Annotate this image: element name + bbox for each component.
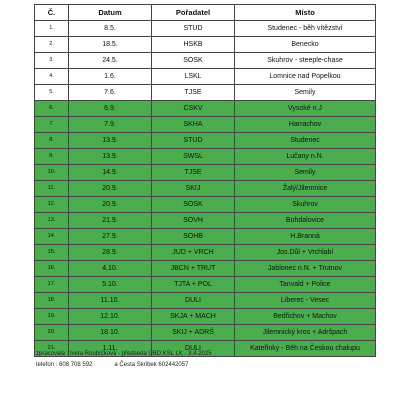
cell-number: 9.	[35, 149, 69, 165]
cell-place: Benecko	[235, 37, 376, 53]
cell-organizer: HSKB	[152, 37, 235, 53]
cell-place: Bohdalovice	[235, 213, 376, 229]
cell-organizer: CSKV	[152, 101, 235, 117]
cell-number: 2.	[35, 37, 69, 53]
cell-place: Liberec - Vesec	[235, 293, 376, 309]
cell-number: 4.	[35, 69, 69, 85]
table-row	[35, 53, 376, 69]
cell-place: H.Branná	[235, 229, 376, 245]
cell-place: Kateřinky - Běh na Českou chalupu	[235, 341, 376, 357]
cell-number: 6.	[35, 101, 69, 117]
footer-prepared-by: zpracovala : Iveta Roubíčková - předseda ÚBD KSL LK - 3.4.2025	[36, 351, 212, 357]
cell-date: 8.5.	[69, 21, 152, 37]
table-row	[35, 101, 376, 117]
table-row	[35, 21, 376, 37]
table-row	[35, 245, 376, 261]
table-row	[35, 69, 376, 85]
cell-number: 18.	[35, 293, 69, 309]
cell-organizer: TJSE	[152, 85, 235, 101]
cell-place: Studenec - běh vítězství	[235, 21, 376, 37]
cell-number: 11.	[35, 181, 69, 197]
table-row	[35, 277, 376, 293]
table-row	[35, 309, 376, 325]
table-row	[35, 293, 376, 309]
cell-place: Skuhrov	[235, 197, 376, 213]
cell-organizer: TJTA + POL	[152, 277, 235, 293]
cell-organizer: SKJA + MACH	[152, 309, 235, 325]
cell-date: 27.9.	[69, 229, 152, 245]
cell-date: 13.9.	[69, 149, 152, 165]
cell-place: Žalý/Jilemnice	[235, 181, 376, 197]
cell-date: 18.10.	[69, 325, 152, 341]
cell-date: 7.6.	[69, 85, 152, 101]
cell-number: 15.	[35, 245, 69, 261]
cell-date: 20.9.	[69, 197, 152, 213]
table-header-row	[35, 5, 376, 21]
cell-date: 28.9.	[69, 245, 152, 261]
cell-date: 4.10.	[69, 261, 152, 277]
cell-place: Bedřichov + Machov	[235, 309, 376, 325]
cell-date: 5.10.	[69, 277, 152, 293]
cell-place: Semily	[235, 85, 376, 101]
table-row	[35, 229, 376, 245]
schedule-sheet	[34, 4, 375, 357]
table-body	[35, 21, 376, 357]
header-date: Datum	[69, 5, 152, 21]
table-row	[35, 325, 376, 341]
cell-date: 13.9.	[69, 133, 152, 149]
cell-date: 21.9.	[69, 213, 152, 229]
cell-date: 12.10.	[69, 309, 152, 325]
table-row	[35, 261, 376, 277]
table-row	[35, 197, 376, 213]
cell-date: 1.11.	[69, 341, 152, 357]
cell-organizer: SKIJ	[152, 181, 235, 197]
cell-place: Studenec	[235, 133, 376, 149]
table-row	[35, 213, 376, 229]
cell-place: Skuhrov - steeple-chase	[235, 53, 376, 69]
cell-number: 19.	[35, 309, 69, 325]
cell-place: Jos.Důl + Vrchlabí	[235, 245, 376, 261]
cell-number: 3.	[35, 53, 69, 69]
cell-date: 24.5.	[69, 53, 152, 69]
table-row	[35, 165, 376, 181]
cell-number: 7.	[35, 117, 69, 133]
cell-place: Lomnice nad Popelkou	[235, 69, 376, 85]
table-row	[35, 117, 376, 133]
cell-number: 5.	[35, 85, 69, 101]
table-row	[35, 149, 376, 165]
schedule-table	[34, 4, 376, 357]
cell-place: Harrachov	[235, 117, 376, 133]
cell-organizer: SOHB	[152, 229, 235, 245]
footer-phone: telefon : 608 708 592	[36, 362, 93, 368]
cell-number: 17.	[35, 277, 69, 293]
cell-date: 11.10.	[69, 293, 152, 309]
cell-number: 16.	[35, 261, 69, 277]
cell-number: 1.	[35, 21, 69, 37]
table-row	[35, 85, 376, 101]
cell-organizer: SWSL	[152, 149, 235, 165]
cell-number: 20.	[35, 325, 69, 341]
cell-organizer: JUD + VRCH	[152, 245, 235, 261]
cell-organizer: STUD	[152, 133, 235, 149]
cell-organizer: SKHA	[152, 117, 235, 133]
header-organizer: Pořadatel	[152, 5, 235, 21]
footer-note	[36, 349, 212, 371]
cell-organizer: STUD	[152, 21, 235, 37]
cell-place: Jilemnický kros + Adršpach	[235, 325, 376, 341]
table-row	[35, 133, 376, 149]
table-row	[35, 37, 376, 53]
cell-organizer: SOVH	[152, 213, 235, 229]
cell-place: Lučany n.N.	[235, 149, 376, 165]
cell-date: 7.9.	[69, 117, 152, 133]
cell-number: 12.	[35, 197, 69, 213]
cell-place: Vysoké n.J	[235, 101, 376, 117]
cell-date: 6.9.	[69, 101, 152, 117]
cell-organizer: DULI	[152, 293, 235, 309]
cell-number: 10.	[35, 165, 69, 181]
cell-organizer: SOSK	[152, 197, 235, 213]
cell-organizer: TJSE	[152, 165, 235, 181]
footer-phone-line	[36, 360, 212, 371]
cell-number: 14.	[35, 229, 69, 245]
cell-date: 18.5.	[69, 37, 152, 53]
cell-number: 13.	[35, 213, 69, 229]
cell-number: 21.	[35, 341, 69, 357]
cell-organizer: SKIJ + ADRŠ	[152, 325, 235, 341]
footer-contact: a Česta Skribek 602442057	[114, 362, 189, 368]
header-place: Místo	[235, 5, 376, 21]
cell-organizer: LSKL	[152, 69, 235, 85]
table-row	[35, 181, 376, 197]
cell-number: 8.	[35, 133, 69, 149]
cell-date: 20.9.	[69, 181, 152, 197]
cell-date: 1.6.	[69, 69, 152, 85]
cell-place: Tanvald + Police	[235, 277, 376, 293]
cell-organizer: DULI	[152, 341, 235, 357]
cell-organizer: SOSK	[152, 53, 235, 69]
header-number: Č.	[35, 5, 69, 21]
cell-organizer: JBCN + TRUT	[152, 261, 235, 277]
cell-place: Semily	[235, 165, 376, 181]
cell-date: 14.9.	[69, 165, 152, 181]
cell-place: Jablonec n.N. + Trutnov	[235, 261, 376, 277]
